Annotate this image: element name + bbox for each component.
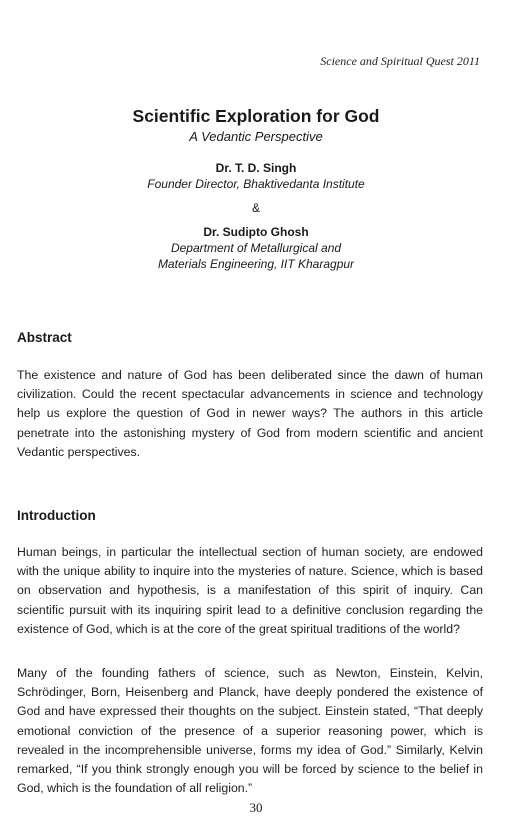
paper-subtitle: A Vedantic Perspective bbox=[189, 129, 323, 144]
author-1-name: Dr. T. D. Singh bbox=[215, 161, 297, 175]
running-header: Science and Spiritual Quest 2011 bbox=[320, 54, 480, 68]
author-2-affiliation-line-2: Materials Engineering, IIT Kharagpur bbox=[157, 257, 355, 271]
paper-title: Scientific Exploration for God bbox=[132, 106, 380, 126]
author-2-name: Dr. Sudipto Ghosh bbox=[203, 225, 309, 239]
abstract-heading: Abstract bbox=[17, 330, 72, 345]
page-number: 30 bbox=[249, 800, 263, 815]
author-separator: & bbox=[251, 201, 260, 215]
author-2-affiliation-line-1: Department of Metallurgical and bbox=[170, 241, 342, 255]
introduction-paragraph-1: Human beings, in particular the intellectual section of human society, are endowed with the unique ability to inquire into the mysteries of nature. Science, which is based on observation and hypothesis, is a manifestation of this spirit of inquiry. Can scientific pursuit with its inquiring spirit lead to a definitive conclusion regarding the existence of God, which is at the core of the great spiritual traditions of the world? bbox=[17, 545, 483, 636]
title-block bbox=[0, 104, 512, 272]
abstract-text: The existence and nature of God has been deliberated since the dawn of human civilization. Could the recent spectacular advancements in science and technology help us explore the question of God in newer ways? The authors in this article penetrate into the astonishing mystery of God from modern scientific and ancient Vedantic perspectives. bbox=[17, 368, 483, 459]
introduction-heading: Introduction bbox=[17, 508, 96, 523]
introduction-paragraph-2: Many of the founding fathers of science, such as Newton, Einstein, Kelvin, Schrödinger, Born, Heisenberg and Planck, have deeply pondered the existence of God and have expressed their thoughts on the subject. Einstein stated, “That deeply emotional conviction of the presence of a superior reasoning power, which is revealed in the incomprehensible universe, forms my idea of God.” Similarly, Kelvin remarked, “If you think strongly enough you will be forced by science to the belief in God, which is the foundation of all religion.” bbox=[17, 666, 483, 796]
author-1-affiliation: Founder Director, Bhaktivedanta Institute bbox=[147, 177, 365, 191]
